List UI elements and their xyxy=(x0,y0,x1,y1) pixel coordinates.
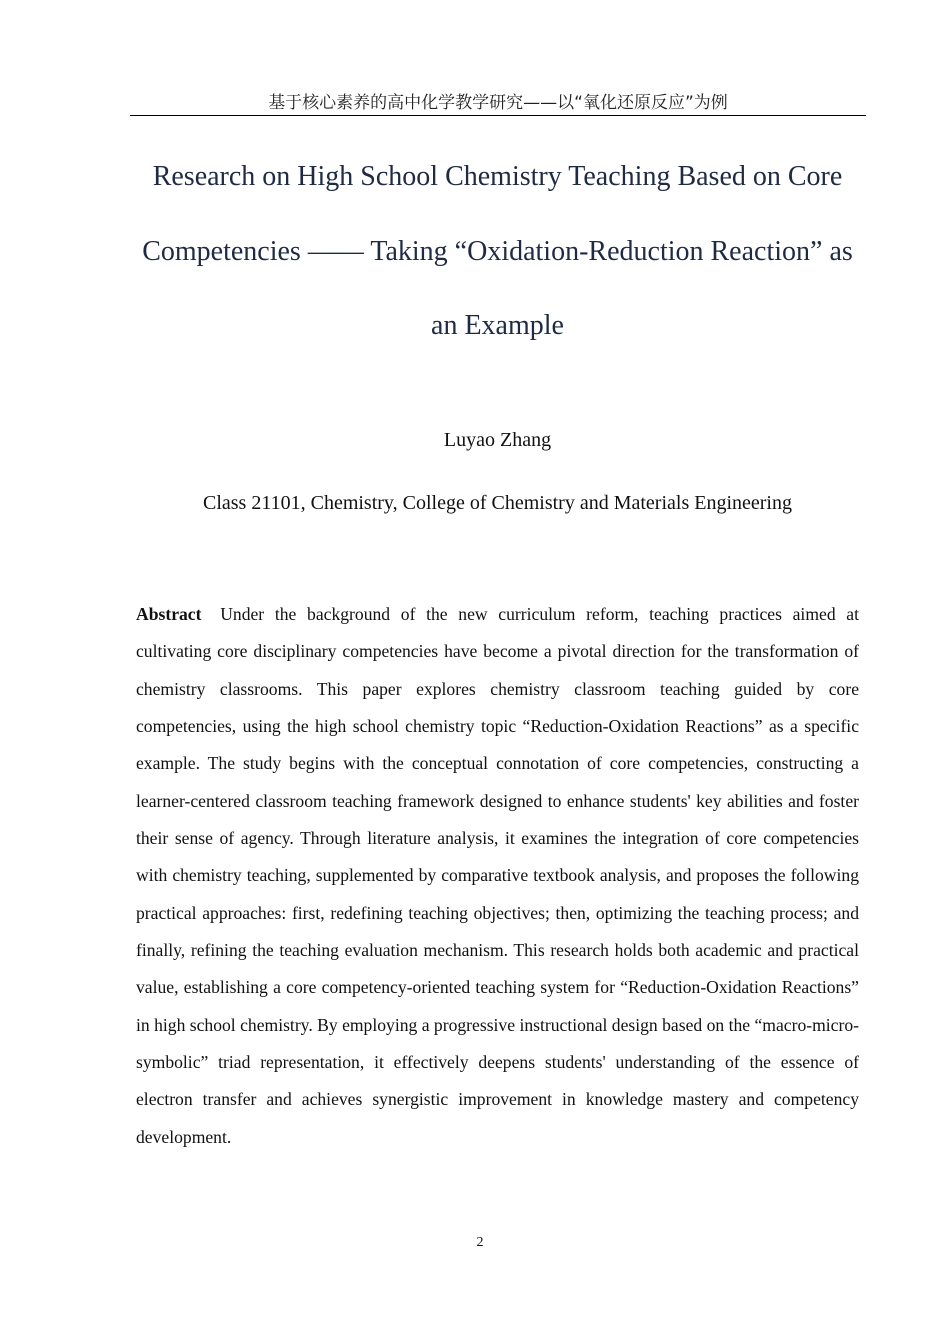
running-header: 基于核心素养的高中化学教学研究——以“氧化还原反应”为例 xyxy=(268,93,728,113)
paper-title: Research on High School Chemistry Teaching Based on Core Competencies —— Taking “Oxidation-Reduction Reaction” as an Example xyxy=(142,161,853,341)
author-affiliation: Class 21101, Chemistry, College of Chemistry and Materials Engineering xyxy=(203,492,792,514)
abstract-label: Abstract xyxy=(136,604,202,624)
page-number: 2 xyxy=(476,1235,484,1250)
author-name: Luyao Zhang xyxy=(443,429,552,451)
abstract-text: Under the background of the new curriculum reform, teaching practices aimed at cultivating core disciplinary competencies have become a pivotal direction for the transformation of chemistry classrooms. This paper explores chemistry classroom teaching guided by core competencies, using the high school chemistry topic “Reduction-Oxidation Reactions” as a specific example. The study begins with the conceptual connotation of core competencies, constructing a learner-centered classroom teaching framework designed to enhance students' key abilities and foster their sense of agency. Through literature analysis, it examines the integration of core competencies with chemistry teaching, supplemented by comparative textbook analysis, and proposes the following practical approaches: first, redefining teaching objectives; then, optimizing the teaching process; and finally, refining the teaching evaluation mechanism. This research holds both academic and practical value, establishing a core competency-oriented teaching system for “Reduction-Oxidation Reactions” in high school chemistry. By employing a progressive instructional design based on the “macro-micro-symbolic” triad representation, it effectively deepens students' understanding of the essence of electron transfer and achieves synergistic improvement in knowledge mastery and competency development. xyxy=(136,604,860,1147)
header-rule xyxy=(130,115,866,116)
abstract-paragraph xyxy=(136,596,859,1156)
